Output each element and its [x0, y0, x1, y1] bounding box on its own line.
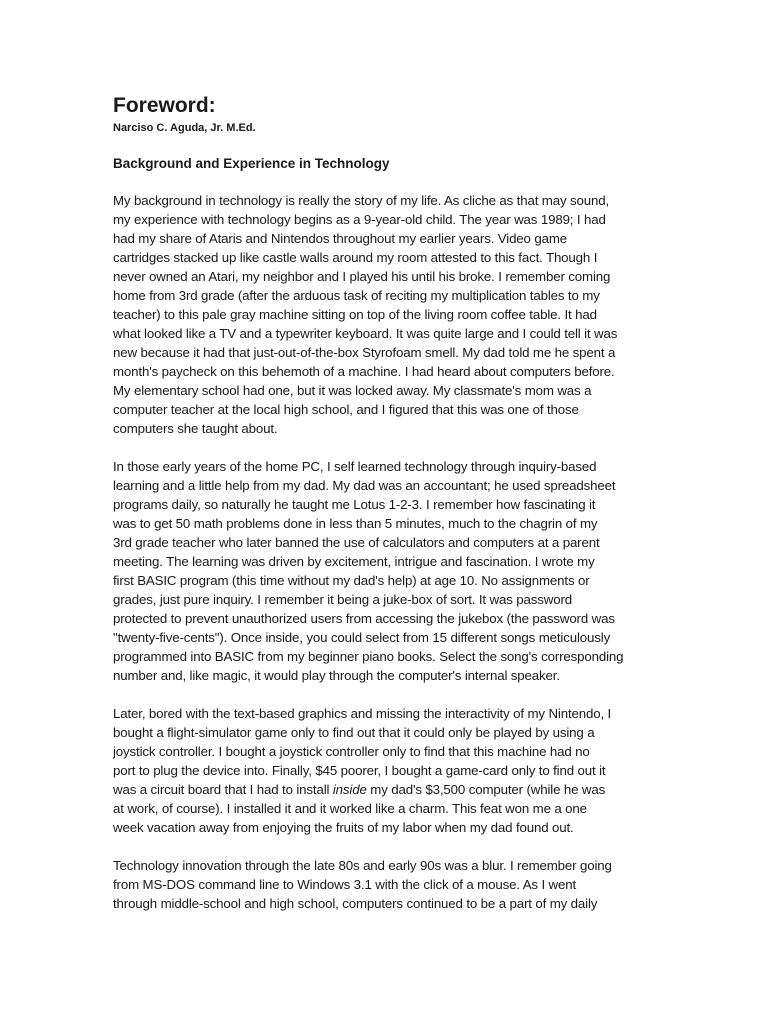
text-line: Later, bored with the text-based graphics and missing the interactivity of my Nintendo, I — [113, 706, 612, 721]
text-line: first BASIC program (this time without my dad's help) at age 10. No assignments or — [113, 573, 590, 588]
text-line: My elementary school had one, but it was locked away. My classmate's mom was a — [113, 383, 592, 398]
emphasized-word: inside — [332, 782, 367, 797]
text-line: new because it had that just-out-of-the-box Styrofoam smell. My dad told me he spent a — [113, 345, 616, 360]
text-line: meeting. The learning was driven by excitement, intrigue and fascination. I wrote my — [113, 554, 595, 569]
text-line: number and, like magic, it would play through the computer's internal speaker. — [113, 668, 560, 683]
paragraph-3 — [113, 704, 658, 837]
text-line: learning and a little help from my dad. My dad was an accountant; he used spreadsheet — [113, 478, 616, 493]
page-title: Foreword: — [113, 94, 216, 117]
text-line: through middle-school and high school, computers continued to be a part of my daily — [113, 896, 598, 911]
text-line: week vacation away from enjoying the fruits of my labor when my dad found out. — [113, 820, 574, 835]
text-line: had my share of Ataris and Nintendos throughout my earlier years. Video game — [113, 231, 568, 246]
text-line: month's paycheck on this behemoth of a machine. I had heard about computers before. — [113, 364, 615, 379]
text-line: My background in technology is really the story of my life. As cliche as that may sound, — [113, 193, 610, 208]
text-line: protected to prevent unauthorized users from accessing the jukebox (the password was — [113, 611, 615, 626]
text-line-with-emphasis — [113, 780, 658, 799]
text-line: "twenty-five-cents"). Once inside, you could select from 15 different songs meticulously — [113, 630, 611, 645]
text-line: at work, of course). I installed it and it worked like a charm. This feat won me a one — [113, 801, 587, 816]
paragraph-2 — [113, 457, 658, 685]
text-line: computers she taught about. — [113, 421, 278, 436]
text-line: joystick controller. I bought a joystick controller only to find that this machine had no — [113, 744, 590, 759]
text-line: grades, just pure inquiry. I remember it being a juke-box of sort. It was password — [113, 592, 572, 607]
text-segment: was a circuit board that I had to install — [113, 782, 333, 797]
text-line: from MS-DOS command line to Windows 3.1 with the click of a mouse. As I went — [113, 877, 577, 892]
text-line: my experience with technology begins as a 9-year-old child. The year was 1989; I had — [113, 212, 606, 227]
text-line: was to get 50 math problems done in less than 5 minutes, much to the chagrin of my — [113, 516, 598, 531]
text-line: what looked like a TV and a typewriter keyboard. It was quite large and I could tell it was — [113, 326, 618, 341]
text-line: never owned an Atari, my neighbor and I played his until his broke. I remember coming — [113, 269, 611, 284]
text-line: teacher) to this pale gray machine sitting on top of the living room coffee table. It had — [113, 307, 597, 322]
text-segment: my dad's $3,500 computer (while he was — [366, 782, 606, 797]
author-line: Narciso C. Aguda, Jr. M.Ed. — [113, 122, 256, 134]
section-heading: Background and Experience in Technology — [113, 156, 390, 171]
paragraph-4 — [113, 856, 658, 913]
text-line: computer teacher at the local high school, and I figured that this was one of those — [113, 402, 579, 417]
text-line: Technology innovation through the late 80s and early 90s was a blur. I remember going — [113, 858, 612, 873]
text-line: In those early years of the home PC, I self learned technology through inquiry-based — [113, 459, 597, 474]
paragraph-1 — [113, 191, 658, 438]
text-line: port to plug the device into. Finally, $45 poorer, I bought a game-card only to find out it — [113, 763, 606, 778]
text-line: home from 3rd grade (after the arduous task of reciting my multiplication tables to my — [113, 288, 600, 303]
text-line: programmed into BASIC from my beginner piano books. Select the song's corresponding — [113, 649, 624, 664]
text-line: programs daily, so naturally he taught me Lotus 1-2-3. I remember how fascinating it — [113, 497, 596, 512]
text-line: bought a flight-simulator game only to find out that it could only be played by using a — [113, 725, 595, 740]
document-page — [113, 92, 658, 913]
text-line: 3rd grade teacher who later banned the use of calculators and computers at a parent — [113, 535, 600, 550]
text-line: cartridges stacked up like castle walls around my room attested to this fact. Though I — [113, 250, 598, 265]
